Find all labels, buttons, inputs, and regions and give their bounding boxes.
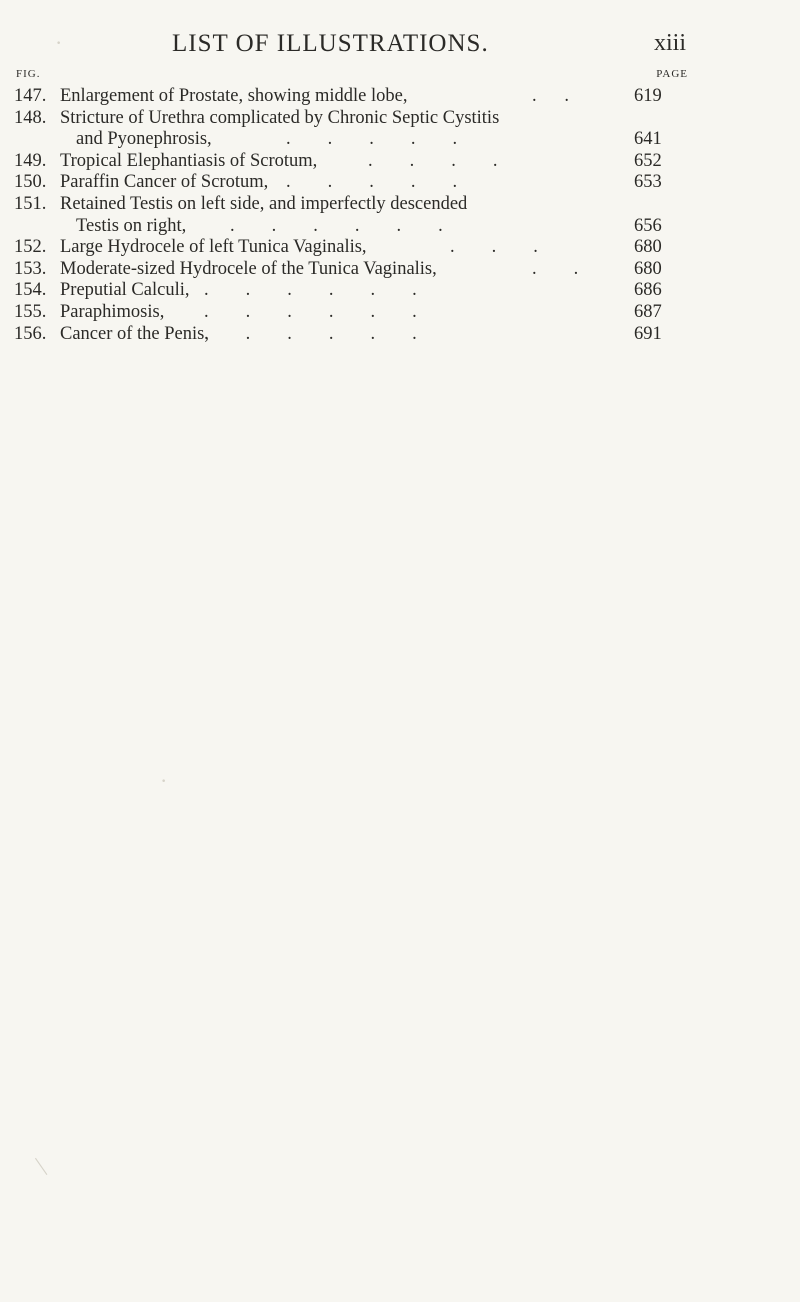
page-number: 653 <box>634 172 662 193</box>
page-number: 680 <box>634 258 662 279</box>
leader-dots: . . . . . . <box>230 215 443 236</box>
page-number: 691 <box>634 323 662 344</box>
figure-number: 153. <box>14 258 47 279</box>
paper-speck: · <box>160 768 168 793</box>
list-item <box>14 237 686 259</box>
leader-dots: . . . . <box>368 150 498 171</box>
list-item <box>14 324 686 346</box>
page-number: 686 <box>634 280 662 301</box>
figure-title: Paraffin Cancer of Scrotum, <box>60 172 269 193</box>
page-number: 641 <box>634 129 662 150</box>
leader-dots: . . <box>532 258 579 279</box>
leader-dots: . . . . . <box>286 129 458 150</box>
paper-stray-mark: | <box>30 1153 49 1177</box>
list-item <box>14 259 686 281</box>
figure-number: 147. <box>14 86 47 106</box>
page-number: 656 <box>634 215 662 236</box>
page-number: 652 <box>634 150 662 171</box>
figure-number: 154. <box>14 280 47 301</box>
list-item <box>14 194 686 237</box>
page-column-label: PAGE <box>656 68 688 80</box>
leader-dots: . . . . . . <box>204 280 417 301</box>
running-head-title: LIST OF ILLUSTRATIONS. <box>172 30 489 57</box>
leader-dots: . . . . . <box>286 172 458 193</box>
figure-number: 156. <box>14 323 47 344</box>
illustrations-list <box>14 86 686 345</box>
figure-title: Cancer of the Penis, <box>60 323 209 344</box>
figure-number: 150. <box>14 172 47 193</box>
figure-title-continuation: and Pyonephrosis, <box>76 129 212 150</box>
leader-dots: . . . <box>450 237 538 258</box>
figure-title: Large Hydrocele of left Tunica Vaginalis, <box>60 237 367 258</box>
page-number: 619 <box>634 86 662 106</box>
figure-number: 152. <box>14 237 47 258</box>
leader-dots: . . <box>532 86 569 106</box>
fig-column-label: FIG. <box>16 68 41 80</box>
page-folio: xiii <box>653 30 686 56</box>
figure-title: Tropical Elephantiasis of Scrotum, <box>60 150 318 171</box>
paper-speck: · <box>55 30 63 55</box>
figure-title: Stricture of Urethra complicated by Chronic Septic Cystitis <box>60 107 500 128</box>
figure-title: Paraphimosis, <box>60 301 165 322</box>
leader-dots: . . . . . . <box>204 301 417 322</box>
list-item <box>14 302 686 324</box>
figure-number: 151. <box>14 193 47 214</box>
figure-title: Enlargement of Prostate, showing middle lobe, <box>60 86 408 106</box>
page-number: 687 <box>634 301 662 322</box>
figure-number: 148. <box>14 107 47 128</box>
leader-dots: . . . . . . <box>204 323 417 344</box>
figure-number: 155. <box>14 301 47 322</box>
figure-title: Retained Testis on left side, and imperfectly descended <box>60 193 468 214</box>
figure-title: Preputial Calculi, <box>60 280 190 301</box>
list-item <box>14 108 686 151</box>
page-number: 680 <box>634 237 662 258</box>
figure-title-continuation: Testis on right, <box>76 215 187 236</box>
list-item <box>14 86 686 108</box>
list-item <box>14 172 686 194</box>
figure-title: Moderate-sized Hydrocele of the Tunica Vaginalis, <box>60 258 437 279</box>
figure-number: 149. <box>14 150 47 171</box>
list-item <box>14 280 686 302</box>
list-item <box>14 151 686 173</box>
